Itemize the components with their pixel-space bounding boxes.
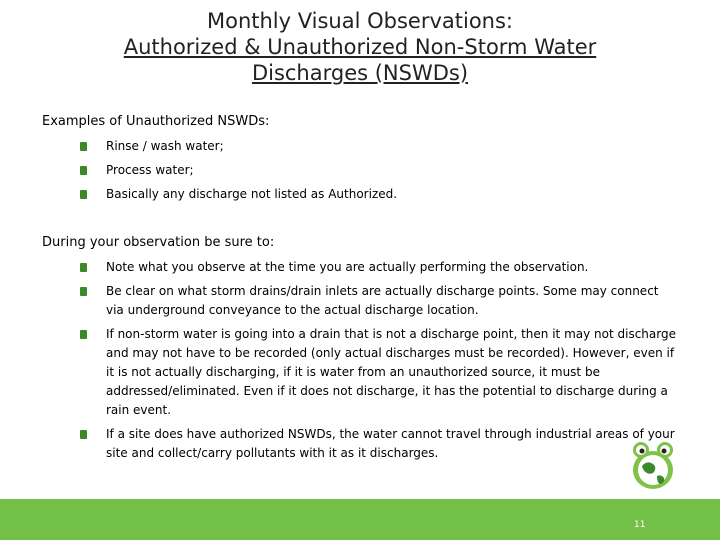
list-item: [80, 161, 680, 180]
list-item: [80, 258, 680, 277]
list-item-text: Note what you observe at the time you are actually performing the observation.: [106, 260, 589, 274]
square-bullet-icon: [80, 166, 87, 175]
observation-heading: During your observation be sure to:: [42, 235, 275, 250]
list-item-text: Process water;: [106, 163, 194, 177]
slide-title: [40, 8, 680, 86]
title-line-2: Authorized & Unauthorized Non-Storm Water: [123, 35, 597, 59]
square-bullet-icon: [80, 142, 87, 151]
title-line-3: Discharges (NSWDs): [251, 61, 469, 85]
square-bullet-icon: [80, 330, 87, 339]
list-item: [80, 185, 680, 204]
observation-list: [80, 258, 680, 468]
unauthorized-heading: Examples of Unauthorized NSWDs:: [42, 114, 270, 129]
list-item: [80, 425, 680, 463]
footer-band: [0, 499, 720, 540]
list-item-text: Rinse / wash water;: [106, 139, 224, 153]
list-item-text: Be clear on what storm drains/drain inlets are actually discharge points. Some may connect via underground conveyance to the actual discharge location.: [106, 284, 659, 317]
list-item: [80, 137, 680, 156]
square-bullet-icon: [80, 287, 87, 296]
square-bullet-icon: [80, 263, 87, 272]
list-item-text: If a site does have authorized NSWDs, the water cannot travel through industrial areas of your site and collect/carry pollutants with it as it discharges.: [106, 427, 675, 460]
list-item-text: If non-storm water is going into a drain that is not a discharge point, then it may not discharge and may not have to be recorded (only actual discharges must be recorded). However, even if it is not actually discharging, if it is water from an unauthorized source, it must be addressed/eliminated. Even if it does not discharge, it has the potential to discharge during a rain event.: [106, 327, 676, 417]
list-item-text: Basically any discharge not listed as Authorized.: [106, 187, 398, 201]
square-bullet-icon: [80, 190, 87, 199]
square-bullet-icon: [80, 430, 87, 439]
unauthorized-list: [80, 137, 680, 209]
page-number: 11: [634, 520, 646, 530]
title-line-1: Monthly Visual Observations:: [206, 9, 514, 33]
list-item: [80, 325, 680, 420]
list-item: [80, 282, 680, 320]
frog-globe-icon: [630, 440, 676, 492]
